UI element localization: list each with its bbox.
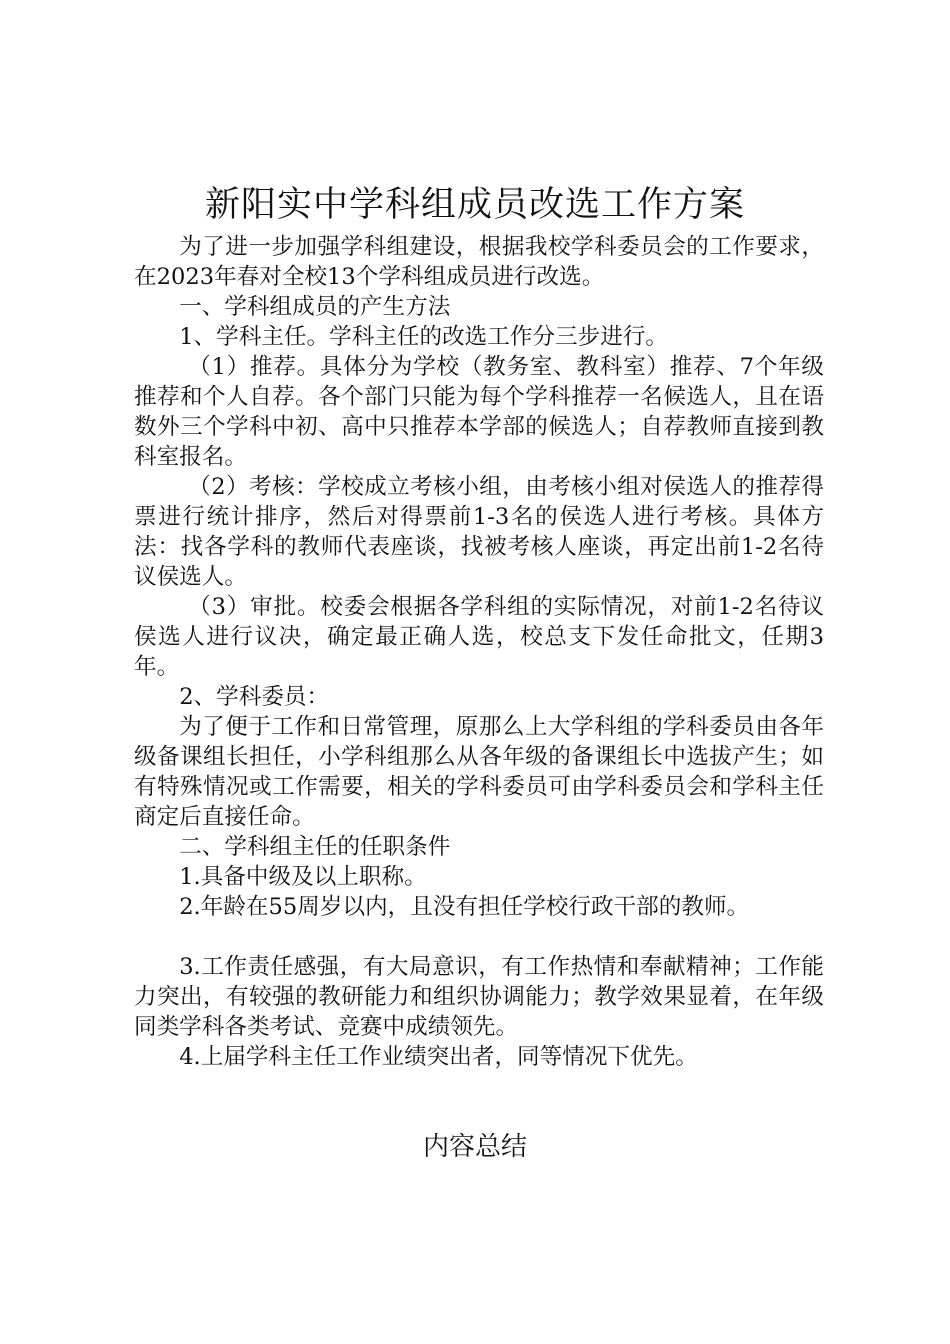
document-body xyxy=(134,232,824,1072)
condition-1: 1.具备中级及以上职称。 xyxy=(179,864,427,890)
section-heading-2: 二、学科组主任的任职条件 xyxy=(179,834,451,860)
subsection-heading-1: 1、学科主任。学科主任的改选工作分三步进行。 xyxy=(179,324,669,350)
committee-paragraph: 为了便于工作和日常管理，原那么上大学科组的学科委员由各年级备课组长担任，小学科组那么从各年级的备课组长中选拔产生；如有特殊情况或工作需要，相关的学科委员可由学科委员会和学科主任商定后直接任命。 xyxy=(134,714,824,830)
condition-4: 4.上届学科主任工作业绩突出者，同等情况下优先。 xyxy=(179,1044,698,1070)
step-3-paragraph: （3）审批。校委会根据各学科组的实际情况，对前1-2名待议侯选人进行议决，确定最正确人选，校总支下发任命批文，任期3年。 xyxy=(134,594,824,680)
intro-paragraph: 为了进一步加强学科组建设，根据我校学科委员会的工作要求，在2023年春对全校13个学科组成员进行改选。 xyxy=(134,234,824,290)
document-title: 新阳实中学科组成员改选工作方案 xyxy=(204,185,745,225)
step-2-paragraph: （2）考核：学校成立考核小组，由考核小组对侯选人的推荐得票进行统计排序，然后对得票前1-3名的侯选人进行考核。具体方法：找各学科的教师代表座谈，找被考核人座谈，再定出前1-2名待议侯选人。 xyxy=(134,474,824,590)
condition-3: 3.工作责任感强，有大局意识，有工作热情和奉献精神；工作能力突出，有较强的教研能力和组织协调能力；教学效果显着，在年级同类学科各类考试、竞赛中成绩领先。 xyxy=(134,954,824,1040)
condition-2: 2.年龄在55周岁以内，且没有担任学校行政干部的教师。 xyxy=(179,894,750,920)
summary-heading: 内容总结 xyxy=(422,1132,527,1162)
step-1-paragraph: （1）推荐。具体分为学校（教务室、教科室）推荐、7个年级推荐和个人自荐。各个部门只能为每个学科推荐一名候选人，且在语数外三个学科中初、高中只推荐本学部的候选人；自荐教师直接到教科室报名。 xyxy=(134,354,824,470)
subsection-heading-2: 2、学科委员： xyxy=(179,684,330,710)
section-heading-1: 一、学科组成员的产生方法 xyxy=(179,294,451,320)
